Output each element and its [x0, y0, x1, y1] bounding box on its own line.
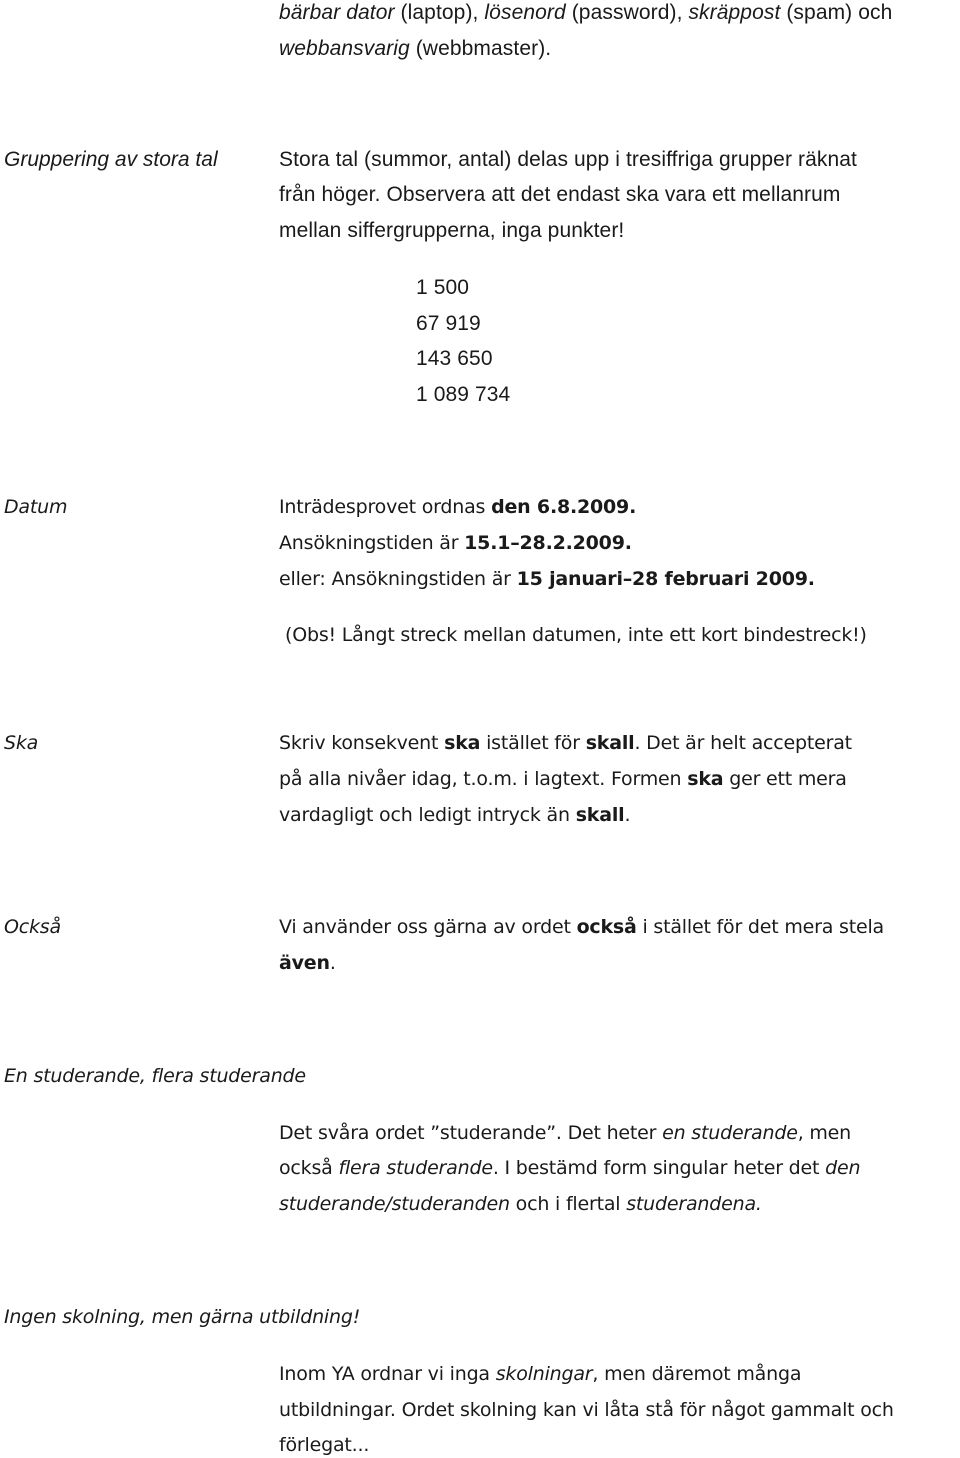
ocksa-line-1: Vi använder oss gärna av ordet också i stället för det mera stela — [279, 916, 884, 938]
date-line-3: eller: Ansökningstiden är 15 januari–28 februari 2009. — [279, 568, 815, 590]
ska-label: Ska — [4, 732, 39, 754]
skolning-heading: Ingen skolning, men gärna utbildning! — [4, 1306, 361, 1328]
skolning-line-1: Inom YA ordnar vi inga skolningar, men däremot många — [279, 1363, 802, 1385]
intro-line-1: bärbar dator (laptop), lösenord (password), skräppost (spam) och — [279, 1, 893, 24]
date-line-1: Inträdesprovet ordnas den 6.8.2009. — [279, 496, 637, 518]
skolning-line-2: utbildningar. Ordet skolning kan vi låta stå för något gammalt och — [279, 1399, 894, 1421]
ocksa-label: Också — [4, 916, 61, 938]
ska-line-3: vardagligt och ledigt intryck än skall. — [279, 804, 631, 826]
number-example: 67 919 — [416, 312, 481, 335]
term-laptop: bärbar dator — [279, 1, 395, 24]
studerande-heading: En studerande, flera studerande — [4, 1065, 306, 1087]
skolning-line-3: förlegat... — [279, 1434, 370, 1456]
grouping-text-1: Stora tal (summor, antal) delas upp i tresiffriga grupper räknat — [279, 148, 857, 171]
number-example: 1 089 734 — [416, 383, 511, 406]
term-password: lösenord — [484, 1, 566, 24]
date-note: (Obs! Långt streck mellan datumen, inte ett kort bindestreck!) — [285, 624, 867, 646]
term-webmaster: webbansvarig — [279, 37, 410, 60]
number-example: 143 650 — [416, 347, 493, 370]
date-label: Datum — [4, 496, 68, 518]
ocksa-line-2: även. — [279, 952, 336, 974]
grouping-text-3: mellan siffergrupperna, inga punkter! — [279, 219, 625, 242]
studerande-line-2: också flera studerande. I bestämd form singular heter det den — [279, 1157, 861, 1179]
grouping-label: Gruppering av stora tal — [4, 148, 218, 171]
term-spam: skräppost — [688, 1, 781, 24]
grouping-text-2: från höger. Observera att det endast ska vara ett mellanrum — [279, 183, 841, 206]
studerande-line-1: Det svåra ordet ”studerande”. Det heter en studerande, men — [279, 1122, 852, 1144]
studerande-line-3: studerande/studeranden och i flertal studerandena. — [279, 1193, 762, 1215]
ska-line-2: på alla nivåer idag, t.o.m. i lagtext. Formen ska ger ett mera — [279, 768, 847, 790]
ska-line-1: Skriv konsekvent ska istället för skall. Det är helt accepterat — [279, 732, 852, 754]
number-example: 1 500 — [416, 276, 470, 299]
date-line-2: Ansökningstiden är 15.1–28.2.2009. — [279, 532, 632, 554]
intro-line-2: webbansvarig (webbmaster). — [279, 37, 552, 60]
